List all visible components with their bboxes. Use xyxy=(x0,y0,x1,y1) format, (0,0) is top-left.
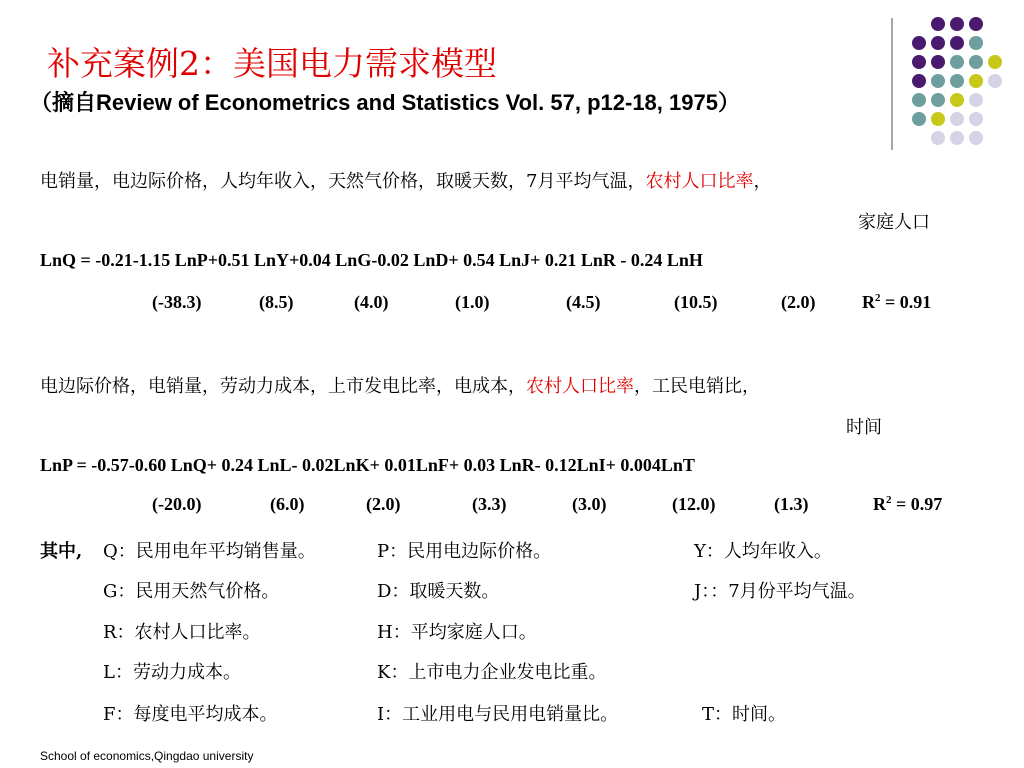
model1-tstat: (10.5) xyxy=(674,292,718,312)
decorative-dot xyxy=(931,112,945,126)
decorative-dot xyxy=(969,36,983,50)
decorative-dot xyxy=(931,93,945,107)
legend-entry: T：时间。 xyxy=(702,704,787,725)
model2-equation: LnP = -0.57-0.60 LnQ+ 0.24 LnL- 0.02LnK+ 0.01LnF+ 0.03 LnR- 0.12LnI+ 0.004LnT xyxy=(40,455,695,475)
decorative-dot xyxy=(969,93,983,107)
model1-vars-suffix: ， xyxy=(753,171,772,192)
decorative-dot xyxy=(988,74,1002,88)
decorative-dot xyxy=(912,36,926,50)
decorative-dot xyxy=(969,74,983,88)
model1-tstat: (8.5) xyxy=(259,292,294,312)
model2-tstat: (-20.0) xyxy=(152,494,202,514)
model1-tstat: (2.0) xyxy=(781,292,816,312)
decorative-dot xyxy=(912,93,926,107)
decorative-dot xyxy=(969,17,983,31)
legend-entry: Y：人均年收入。 xyxy=(694,541,832,562)
decorative-dot xyxy=(950,55,964,69)
model1-vars-highlight: 农村人口比率 xyxy=(645,171,754,192)
legend-entry: R：农村人口比率。 xyxy=(103,622,261,643)
r2-sup: 2 xyxy=(886,494,892,506)
model2-vars-suffix: ，工民电销比， xyxy=(634,376,760,397)
model2-tstat: (1.3) xyxy=(774,494,809,514)
model2-vars-highlight: 农村人口比率 xyxy=(526,376,634,397)
r2-sup: 2 xyxy=(875,292,881,304)
model2-tstat: (12.0) xyxy=(672,494,716,514)
decorative-dot xyxy=(969,131,983,145)
decorative-dot xyxy=(969,55,983,69)
model2-vars-prefix: 电边际价格，电销量，劳动力成本，上市发电比率，电成本， xyxy=(40,376,526,397)
legend-entry: H：平均家庭人口。 xyxy=(377,622,537,643)
model1-vars-prefix: 电销量，电边际价格，人均年收入，天然气价格，取暖天数，7月平均气温， xyxy=(40,171,646,192)
decorative-dot xyxy=(912,74,926,88)
r2-label: R xyxy=(862,292,875,312)
legend-entry: I：工业用电与民用电销量比。 xyxy=(377,704,619,725)
legend-entry: L：劳动力成本。 xyxy=(103,662,241,683)
model2-tstat: (3.3) xyxy=(472,494,507,514)
r2-value: = 0.91 xyxy=(880,292,932,312)
model1-tstat: (4.5) xyxy=(566,292,601,312)
legend-entry: D：取暖天数。 xyxy=(377,581,500,602)
decorative-dot xyxy=(912,55,926,69)
decorative-dot xyxy=(931,36,945,50)
model1-equation: LnQ = -0.21-1.15 LnP+0.51 LnY+0.04 LnG-0.02 LnD+ 0.54 LnJ+ 0.21 LnR - 0.24 LnH xyxy=(40,250,703,270)
model1-variables-line2: 家庭人口 xyxy=(858,212,930,233)
model2-variables-line1 xyxy=(40,372,760,398)
footer-text: School of economics,Qingdao university xyxy=(40,749,254,763)
legend-entry: G：民用天然气价格。 xyxy=(103,581,280,602)
legend-entry: Q：民用电年平均销售量。 xyxy=(103,541,316,562)
model1-tstat: (1.0) xyxy=(455,292,490,312)
legend-entry: K：上市电力企业发电比重。 xyxy=(377,662,607,683)
model2-tstat: (3.0) xyxy=(572,494,607,514)
divider-line xyxy=(891,18,893,150)
model1-variables-line1 xyxy=(40,167,771,193)
r2-value: = 0.97 xyxy=(891,494,943,514)
r2-label: R xyxy=(873,494,886,514)
legend-entry: P：民用电边际价格。 xyxy=(377,541,552,562)
decorative-dot xyxy=(950,131,964,145)
model2-tstat: (6.0) xyxy=(270,494,305,514)
model2-tstat: (2.0) xyxy=(366,494,401,514)
decorative-dot xyxy=(950,17,964,31)
model1-tstat: (-38.3) xyxy=(152,292,202,312)
model2-r-squared xyxy=(873,494,942,515)
decorative-dot xyxy=(950,93,964,107)
decorative-dot xyxy=(931,55,945,69)
legend-intro: 其中, xyxy=(40,541,83,562)
model1-r-squared xyxy=(862,292,931,313)
decorative-dot xyxy=(950,112,964,126)
decorative-dot xyxy=(950,36,964,50)
model2-variables-line2: 时间 xyxy=(846,417,882,438)
decorative-dot xyxy=(931,131,945,145)
decorative-dot xyxy=(969,112,983,126)
decorative-dot xyxy=(931,74,945,88)
legend-entry: J：：7月份平均气温。 xyxy=(694,581,866,602)
decorative-dot xyxy=(950,74,964,88)
slide-title: 补充案例2：美国电力需求模型 xyxy=(47,44,497,83)
decorative-dot xyxy=(931,17,945,31)
legend-entry: F：每度电平均成本。 xyxy=(103,704,278,725)
decorative-dot xyxy=(912,112,926,126)
model1-tstat: (4.0) xyxy=(354,292,389,312)
decorative-dot xyxy=(988,55,1002,69)
slide-subtitle: （摘自Review of Econometrics and Statistics Vol. 57, p12-18, 1975） xyxy=(30,90,740,115)
